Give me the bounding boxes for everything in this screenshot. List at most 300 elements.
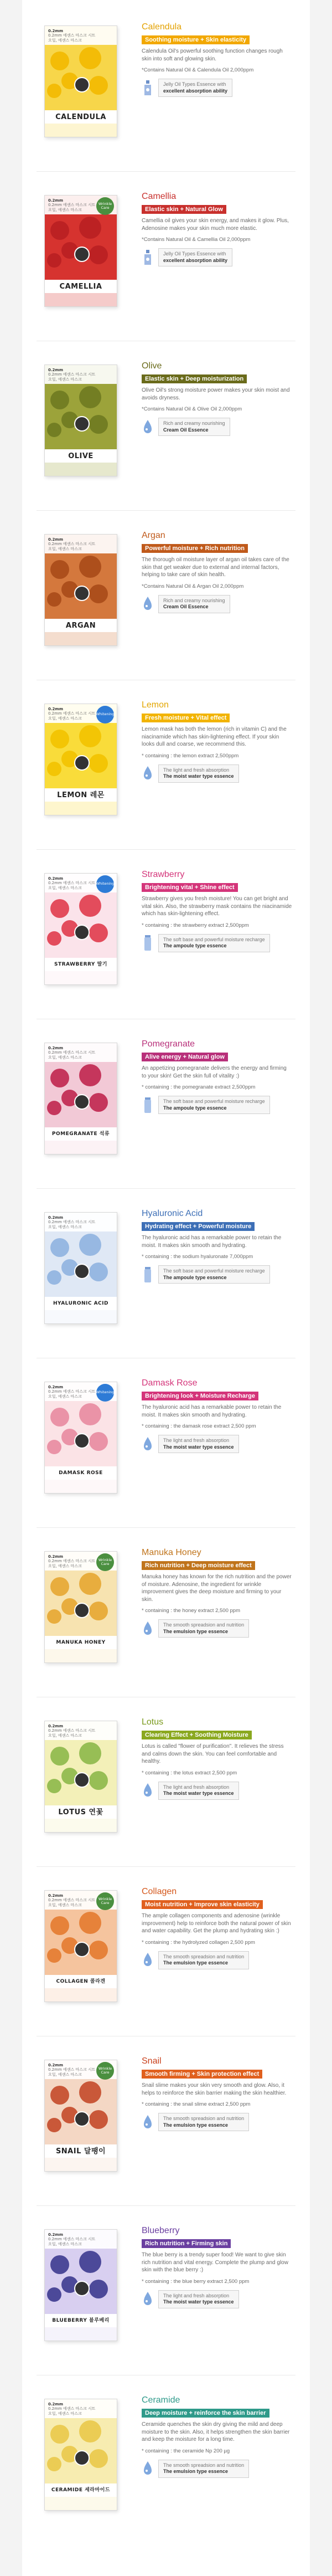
essence-type-card bbox=[158, 764, 239, 783]
essence-type-name: The ampoule type essence bbox=[163, 1105, 227, 1111]
mask-package-image bbox=[44, 1721, 117, 1833]
dropper-icon bbox=[142, 2291, 154, 2307]
feature-badge: Whitening bbox=[96, 706, 114, 723]
dropper-icon bbox=[142, 1782, 154, 1799]
product-description: The hyaluronic acid has a remarkable power to retain the moist. It makes skin smooth and hydrating. bbox=[142, 1235, 282, 1249]
package-label: LOTUS 연꽃 bbox=[45, 1805, 117, 1819]
essence-type bbox=[142, 2460, 292, 2478]
package-line: 0.2mm 에센스 마스크 시트 bbox=[48, 2067, 96, 2072]
mask-package-image bbox=[44, 25, 117, 137]
ingredient-note: * containing : the ceramide Np 200 µg bbox=[142, 2447, 230, 2454]
package-label: COLLAGEN 콜라겐 bbox=[45, 1975, 117, 1988]
ingredient-illustration bbox=[50, 560, 69, 579]
package-line: 0.2mm 에센스 마스크 시트 bbox=[48, 2237, 96, 2242]
package-brand: 0.2mm bbox=[48, 2063, 63, 2067]
package-header bbox=[45, 2399, 117, 2418]
product-name: Blueberry bbox=[142, 2226, 180, 2235]
package-line: 오일, 에센스 마스크 bbox=[48, 1394, 82, 1399]
ingredient-note: * containing : the hydrolyzed collagen 2,500 ppm bbox=[142, 1939, 255, 1946]
effect-tag: Clearing Effect + Soothing Moisture bbox=[142, 1731, 252, 1739]
package-header bbox=[45, 1721, 117, 1740]
package-header bbox=[45, 535, 117, 553]
package-emblem-icon bbox=[74, 1772, 90, 1788]
essence-type bbox=[142, 1096, 292, 1114]
product-info bbox=[142, 2056, 292, 2131]
effect-tag: Hydrating effect + Powerful moisture bbox=[142, 1222, 255, 1231]
package-label: CALENDULA bbox=[45, 110, 117, 124]
package-emblem-icon bbox=[74, 2111, 90, 2127]
package-footer bbox=[45, 2158, 117, 2171]
essence-type-text: The smooth spreadsion and nutrition bbox=[163, 2462, 245, 2468]
dropper-icon bbox=[142, 765, 154, 782]
product-info bbox=[142, 1548, 292, 1638]
ingredient-illustration bbox=[47, 1779, 61, 1793]
essence-type bbox=[142, 595, 292, 613]
package-label: OLIVE bbox=[45, 449, 117, 463]
product-name: Hyaluronic Acid bbox=[142, 1209, 203, 1218]
feature-badge: Wrinkle Care bbox=[96, 197, 114, 215]
ingredient-note: * containing : the strawberry extract 2,500ppm bbox=[142, 922, 249, 928]
ingredient-illustration bbox=[89, 1093, 108, 1112]
effect-tag: Fresh moisture + Vital effect bbox=[142, 714, 230, 722]
essence-type-card bbox=[158, 2460, 249, 2478]
package-footer bbox=[45, 802, 117, 815]
product-description: Lotus is called "flower of purification". It relieves the stress and calms down the skin. You can feel comfortable and healthy. bbox=[142, 1743, 284, 1764]
product-card bbox=[37, 2045, 295, 2206]
product-description: An appetizing pomegranate delivers the energy and firming to your skin! Get the skin full of vitality :) bbox=[142, 1065, 287, 1079]
effect-tag: Brightening vital + Shine effect bbox=[142, 883, 238, 892]
package-emblem-icon bbox=[74, 2450, 90, 2466]
ingredient-illustration bbox=[50, 899, 69, 918]
essence-type bbox=[142, 764, 292, 783]
product-card bbox=[37, 689, 295, 850]
ingredient-illustration bbox=[47, 592, 61, 607]
ingredient-illustration bbox=[50, 1069, 69, 1087]
ingredient-illustration bbox=[47, 2457, 61, 2471]
package-brand: 0.2mm bbox=[48, 29, 63, 33]
package-footer bbox=[45, 463, 117, 476]
ingredient-illustration bbox=[50, 391, 69, 409]
essence-type-name: The moist water type essence bbox=[163, 773, 234, 779]
package-line: 0.2mm 에센스 마스크 시트 bbox=[48, 1050, 96, 1055]
essence-type bbox=[142, 248, 292, 266]
package-line: 0.2mm 에센스 마스크 시트 bbox=[48, 2406, 96, 2411]
feature-badge: Wrinkle Care bbox=[96, 1892, 114, 1910]
package-line: 오일, 에센스 마스크 bbox=[48, 207, 82, 212]
ingredient-illustration bbox=[50, 1238, 69, 1257]
essence-type-name: The ampoule type essence bbox=[163, 943, 227, 949]
package-line: 0.2mm 에센스 마스크 시트 bbox=[48, 1559, 96, 1564]
essence-type-text: The soft base and powerful moisture recharge bbox=[163, 1268, 265, 1274]
product-info bbox=[142, 192, 292, 266]
product-card bbox=[37, 1367, 295, 1528]
effect-tag: Rich nutrition + Deep moisture effect bbox=[142, 1561, 255, 1570]
ingredient-illustration bbox=[89, 1432, 108, 1451]
essence-type-name: Cream Oil Essence bbox=[163, 427, 209, 433]
package-line: 오일, 에센스 마스크 bbox=[48, 2072, 82, 2077]
package-footer bbox=[45, 971, 117, 984]
ingredient-illustration bbox=[89, 1602, 108, 1620]
ingredient-note: * containing : the lotus extract 2,500 ppm bbox=[142, 1769, 237, 1776]
package-brand: 0.2mm bbox=[48, 1893, 63, 1898]
feature-badge: Wrinkle Care bbox=[96, 2062, 114, 2080]
bottle-icon bbox=[142, 249, 154, 266]
package-footer bbox=[45, 632, 117, 645]
essence-type-text: The light and fresh absorption bbox=[163, 2292, 230, 2298]
essence-type-name: The ampoule type essence bbox=[163, 1274, 227, 1280]
mask-package-image bbox=[44, 2399, 117, 2511]
essence-type-name: The moist water type essence bbox=[163, 1790, 234, 1797]
dropper-icon bbox=[142, 596, 154, 612]
product-name: Snail bbox=[142, 2056, 162, 2066]
ingredient-illustration bbox=[50, 2425, 69, 2444]
ingredient-illustration bbox=[47, 253, 61, 268]
package-line: 0.2mm 에센스 마스크 시트 bbox=[48, 1389, 96, 1394]
product-card bbox=[37, 2215, 295, 2375]
package-line: 오일, 에센스 마스크 bbox=[48, 38, 82, 43]
package-line: 0.2mm 에센스 마스크 시트 bbox=[48, 881, 96, 886]
product-info bbox=[142, 531, 292, 613]
package-line: 오일, 에센스 마스크 bbox=[48, 546, 82, 551]
package-label: HYALURONIC ACID bbox=[45, 1297, 117, 1310]
package-line: 오일, 에센스 마스크 bbox=[48, 1563, 82, 1568]
product-name: Ceramide bbox=[142, 2395, 180, 2405]
package-line: 0.2mm 에센스 마스크 시트 bbox=[48, 542, 96, 547]
ingredient-illustration bbox=[47, 1101, 61, 1115]
essence-type-card bbox=[158, 934, 270, 952]
package-line: 0.2mm 에센스 마스크 시트 bbox=[48, 1898, 96, 1903]
product-card bbox=[37, 1537, 295, 1697]
essence-type-card bbox=[158, 595, 230, 613]
essence-type-text: Jelly Oil Types Essence with bbox=[163, 81, 226, 87]
ingredient-illustration bbox=[47, 762, 61, 776]
essence-type-name: The emulsion type essence bbox=[163, 2122, 229, 2128]
package-label: STRAWBERRY 딸기 bbox=[45, 958, 117, 971]
ingredient-illustration bbox=[47, 423, 61, 437]
ingredient-illustration bbox=[47, 1609, 61, 1624]
mask-package-image bbox=[44, 1212, 117, 1324]
package-emblem-icon bbox=[74, 247, 90, 262]
tube-icon bbox=[142, 935, 154, 951]
effect-tag: Rich nutrition + Firming skin bbox=[142, 2239, 231, 2248]
ingredient-illustration bbox=[47, 2287, 61, 2302]
ingredient-illustration bbox=[47, 931, 61, 946]
essence-type-name: The emulsion type essence bbox=[163, 1960, 229, 1966]
essence-type-card bbox=[158, 1096, 270, 1114]
effect-tag: Elastic skin + Deep moisturization bbox=[142, 374, 247, 383]
product-card bbox=[37, 181, 295, 341]
dropper-icon bbox=[142, 1436, 154, 1453]
product-description: The hyaluronic acid has a remarkable power to retain the moist. It makes skin smooth and hydrating. bbox=[142, 1404, 282, 1418]
ingredient-illustration bbox=[50, 1747, 69, 1766]
package-brand: 0.2mm bbox=[48, 1385, 63, 1389]
package-footer bbox=[45, 1819, 117, 1832]
tube-icon bbox=[142, 1097, 154, 1113]
product-name: Damask Rose bbox=[142, 1378, 198, 1388]
essence-type bbox=[142, 79, 292, 97]
product-description: The blue berry is a trendy super food! We want to give skin rich nutrition and vital energy. Complete the plump and glow skin with the blue berry :) bbox=[142, 2252, 288, 2273]
ingredient-illustration bbox=[47, 84, 61, 98]
package-line: 0.2mm 에센스 마스크 시트 bbox=[48, 1220, 96, 1225]
package-footer bbox=[45, 1649, 117, 1662]
essence-type-card bbox=[158, 1782, 239, 1800]
package-line: 오일, 에센스 마스크 bbox=[48, 2411, 82, 2416]
ingredient-illustration bbox=[79, 47, 101, 69]
essence-type-name: Cream Oil Essence bbox=[163, 604, 209, 610]
package-emblem-icon bbox=[74, 1942, 90, 1957]
ingredient-illustration bbox=[89, 2110, 108, 2129]
product-description: Ceramide quenches the skin dry giving the mild and deep moisture to the skin. Also, it helps strengthen the skin barrier and keep the moisture for a long time. bbox=[142, 2421, 290, 2442]
product-card bbox=[37, 1876, 295, 2036]
package-brand: 0.2mm bbox=[48, 707, 63, 711]
essence-type-name: excellent absorption ability bbox=[163, 88, 228, 94]
ingredient-illustration bbox=[47, 2118, 61, 2132]
effect-tag: Smooth firming + Skin protection effect bbox=[142, 2070, 262, 2079]
product-name: Argan bbox=[142, 531, 165, 540]
ingredient-illustration bbox=[89, 1263, 108, 1281]
product-card bbox=[37, 1198, 295, 1358]
essence-type-text: The smooth spreadsion and nutrition bbox=[163, 1622, 245, 1628]
ingredient-illustration bbox=[47, 1948, 61, 1963]
ingredient-note: *Contains Natural Oil & Olive Oil 2,000ppm bbox=[142, 406, 242, 412]
feature-badge: Whitening bbox=[96, 1384, 114, 1402]
ingredient-illustration bbox=[79, 1064, 101, 1086]
effect-tag: Brightening look + Moisture Recharge bbox=[142, 1392, 258, 1400]
effect-tag: Powerful moisture + Rich nutrition bbox=[142, 544, 248, 553]
product-card bbox=[37, 1028, 295, 1189]
ingredient-illustration bbox=[47, 1270, 61, 1285]
package-line: 0.2mm 에센스 마스크 시트 bbox=[48, 372, 96, 377]
product-name: Collagen bbox=[142, 1887, 177, 1896]
ingredient-illustration bbox=[50, 1916, 69, 1935]
ingredient-illustration bbox=[79, 2081, 101, 2103]
package-emblem-icon bbox=[74, 77, 90, 93]
ingredient-illustration bbox=[89, 76, 108, 95]
essence-type-text: The soft base and powerful moisture recharge bbox=[163, 1099, 265, 1104]
essence-type-text: The light and fresh absorption bbox=[163, 767, 230, 773]
product-info bbox=[142, 22, 292, 97]
essence-type-card bbox=[158, 1265, 270, 1284]
product-card bbox=[37, 350, 295, 511]
mask-package-image bbox=[44, 365, 117, 476]
package-footer bbox=[45, 2497, 117, 2510]
product-description: Manuka honey has known for the rich nutrition and the power of moisture. Adenosine, the ingredient for wrinkle improvement gives the deep moisture and firming to your skin. bbox=[142, 1574, 292, 1603]
package-brand: 0.2mm bbox=[48, 1724, 63, 1728]
package-label: CAMELLIA bbox=[45, 280, 117, 293]
essence-type-card bbox=[158, 1435, 239, 1453]
effect-tag: Soothing moisture + Skin elasticity bbox=[142, 35, 250, 44]
package-brand: 0.2mm bbox=[48, 1215, 63, 1220]
package-line: 0.2mm 에센스 마스크 시트 bbox=[48, 33, 96, 38]
package-line: 0.2mm 에센스 마스크 시트 bbox=[48, 711, 96, 716]
essence-type-text: The smooth spreadsion and nutrition bbox=[163, 1953, 245, 1959]
package-label: LEMON 레몬 bbox=[45, 788, 117, 802]
package-footer bbox=[45, 1480, 117, 1493]
essence-type bbox=[142, 1265, 292, 1284]
package-label: ARGAN bbox=[45, 619, 117, 632]
package-brand: 0.2mm bbox=[48, 876, 63, 881]
essence-type-card bbox=[158, 418, 230, 436]
mask-package-image bbox=[44, 2229, 117, 2341]
product-info bbox=[142, 870, 292, 952]
product-description: Camellia oil gives your skin energy, and makes it glow. Plus, Adenosine makes your skin much more elastic. bbox=[142, 218, 289, 232]
package-emblem-icon bbox=[74, 1603, 90, 1618]
essence-type bbox=[142, 418, 292, 436]
ingredient-illustration bbox=[79, 1573, 101, 1595]
package-emblem-icon bbox=[74, 755, 90, 771]
package-label: MANUKA HONEY bbox=[45, 1636, 117, 1649]
essence-type-text: Rich and creamy nourishing bbox=[163, 420, 225, 426]
product-info bbox=[142, 2226, 292, 2308]
ingredient-illustration bbox=[89, 923, 108, 942]
essence-type-card bbox=[158, 79, 232, 97]
essence-type-text: The light and fresh absorption bbox=[163, 1438, 230, 1443]
package-label: BLUEBERRY 블루베리 bbox=[45, 2314, 117, 2327]
package-header bbox=[45, 1043, 117, 1062]
ingredient-illustration bbox=[50, 730, 69, 748]
ingredient-illustration bbox=[50, 1408, 69, 1426]
essence-type-text: The light and fresh absorption bbox=[163, 1784, 230, 1790]
product-info bbox=[142, 2395, 292, 2478]
ingredient-illustration bbox=[79, 895, 101, 917]
product-info bbox=[142, 1378, 292, 1453]
essence-type bbox=[142, 934, 292, 952]
essence-type-name: The emulsion type essence bbox=[163, 2469, 229, 2475]
package-footer bbox=[45, 2327, 117, 2341]
ingredient-illustration bbox=[79, 725, 101, 747]
mask-package-image bbox=[44, 1043, 117, 1154]
product-card bbox=[37, 11, 295, 172]
ingredient-note: * containing : the blue berry extract 2,500 ppm bbox=[142, 2278, 250, 2285]
essence-type-text: The soft base and powerful moisture recharge bbox=[163, 936, 265, 942]
package-brand: 0.2mm bbox=[48, 1554, 63, 1559]
feature-badge: Wrinkle Care bbox=[96, 1553, 114, 1571]
essence-type bbox=[142, 2290, 292, 2308]
package-label: DAMASK ROSE bbox=[45, 1466, 117, 1480]
product-description: The thorough oil moisture layer of argan oil takes care of the skin that get weaker due to external and internal factors, helping to take care of skin health. bbox=[142, 557, 289, 578]
product-name: Strawberry bbox=[142, 870, 185, 879]
essence-type-text: The smooth spreadsion and nutrition bbox=[163, 2116, 245, 2121]
package-line: 오일, 에센스 마스크 bbox=[48, 377, 82, 382]
essence-type-card bbox=[158, 2113, 249, 2131]
ingredient-illustration bbox=[89, 415, 108, 434]
ingredient-illustration bbox=[89, 2449, 108, 2468]
essence-type bbox=[142, 1619, 292, 1638]
package-line: 오일, 에센스 마스크 bbox=[48, 1733, 82, 1738]
package-label: CERAMIDE 세라마이드 bbox=[45, 2483, 117, 2497]
product-info bbox=[142, 1717, 292, 1800]
package-line: 오일, 에센스 마스크 bbox=[48, 2241, 82, 2246]
package-header bbox=[45, 1213, 117, 1231]
product-info bbox=[142, 1039, 292, 1114]
product-description: Lemon mask has both the lemon (rich in vitamin C) and the niacinamide which has skin-lightening effect. If your skin looks dull and coarse, we recommend this. bbox=[142, 726, 287, 747]
product-description: Calendula Oil's powerful soothing function changes rough skin into soft and glowing skin. bbox=[142, 48, 283, 62]
dropper-icon bbox=[142, 2460, 154, 2477]
ingredient-illustration bbox=[79, 1403, 101, 1425]
package-brand: 0.2mm bbox=[48, 1046, 63, 1050]
product-info bbox=[142, 1209, 292, 1284]
essence-type-name: The moist water type essence bbox=[163, 1444, 234, 1450]
effect-tag: Alive energy + Natural glow bbox=[142, 1053, 228, 1061]
ingredient-illustration bbox=[79, 556, 101, 578]
ingredient-illustration bbox=[89, 584, 108, 603]
product-list bbox=[22, 0, 310, 2576]
package-brand: 0.2mm bbox=[48, 198, 63, 203]
package-footer bbox=[45, 1988, 117, 2002]
tube-icon bbox=[142, 1266, 154, 1283]
ingredient-illustration bbox=[50, 2255, 69, 2274]
bottle-icon bbox=[142, 80, 154, 96]
essence-type-card bbox=[158, 2290, 239, 2308]
ingredient-note: *Contains Natural Oil & Calendula Oil 2,000ppm bbox=[142, 67, 254, 73]
dropper-icon bbox=[142, 419, 154, 435]
essence-type-card bbox=[158, 1619, 249, 1638]
package-line: 오일, 에센스 마스크 bbox=[48, 1055, 82, 1060]
ingredient-illustration bbox=[79, 1742, 101, 1764]
essence-type bbox=[142, 2113, 292, 2131]
product-card bbox=[37, 1706, 295, 1867]
package-emblem-icon bbox=[74, 925, 90, 940]
package-footer bbox=[45, 1310, 117, 1323]
feature-badge: Whitening bbox=[96, 875, 114, 893]
ingredient-note: * containing : the damask rose extract 2,500 ppm bbox=[142, 1423, 256, 1429]
essence-type-card bbox=[158, 1951, 249, 1969]
package-brand: 0.2mm bbox=[48, 368, 63, 372]
package-emblem-icon bbox=[74, 416, 90, 432]
package-line: 오일, 에센스 마스크 bbox=[48, 885, 82, 890]
ingredient-note: * containing : the honey extract 2,500 ppm bbox=[142, 1608, 240, 1614]
ingredient-illustration bbox=[79, 1234, 101, 1256]
package-line: 오일, 에센스 마스크 bbox=[48, 1902, 82, 1907]
product-info bbox=[142, 700, 292, 783]
product-name: Manuka Honey bbox=[142, 1548, 201, 1557]
effect-tag: Elastic skin + Natural Glow bbox=[142, 205, 226, 214]
product-description: Olive Oil's strong moisture power makes your skin moist and avoids dryness. bbox=[142, 387, 290, 401]
ingredient-illustration bbox=[89, 245, 108, 264]
package-header bbox=[45, 365, 117, 384]
ingredient-illustration bbox=[50, 221, 69, 240]
ingredient-illustration bbox=[47, 1440, 61, 1454]
product-name: Lemon bbox=[142, 700, 169, 710]
ingredient-illustration bbox=[79, 217, 101, 239]
ingredient-illustration bbox=[89, 754, 108, 773]
ingredient-note: * containing : the snail slime extract 2,500 ppm bbox=[142, 2101, 251, 2107]
package-emblem-icon bbox=[74, 1433, 90, 1449]
ingredient-note: *Contains Natural Oil & Argan Oil 2,000ppm bbox=[142, 583, 244, 589]
package-brand: 0.2mm bbox=[48, 537, 63, 542]
essence-type-text: Jelly Oil Types Essence with bbox=[163, 251, 226, 256]
ingredient-illustration bbox=[79, 1912, 101, 1934]
ingredient-illustration bbox=[89, 2280, 108, 2298]
essence-type-name: excellent absorption ability bbox=[163, 257, 228, 263]
product-name: Pomegranate bbox=[142, 1039, 195, 1049]
product-name: Lotus bbox=[142, 1717, 164, 1727]
product-info bbox=[142, 1887, 292, 1969]
ingredient-note: *Contains Natural Oil & Camellia Oil 2,000ppm bbox=[142, 237, 251, 243]
package-emblem-icon bbox=[74, 586, 90, 601]
mask-package-image bbox=[44, 534, 117, 646]
product-info bbox=[142, 361, 292, 436]
ingredient-illustration bbox=[89, 1941, 108, 1959]
package-line: 0.2mm 에센스 마스크 시트 bbox=[48, 1728, 96, 1733]
ingredient-note: * containing : the sodium hyaluronate 7,000ppm bbox=[142, 1254, 253, 1260]
package-header bbox=[45, 2230, 117, 2249]
package-footer bbox=[45, 124, 117, 137]
package-emblem-icon bbox=[74, 1094, 90, 1110]
package-emblem-icon bbox=[74, 2281, 90, 2296]
package-line: 오일, 에센스 마스크 bbox=[48, 1224, 82, 1229]
package-footer bbox=[45, 293, 117, 306]
